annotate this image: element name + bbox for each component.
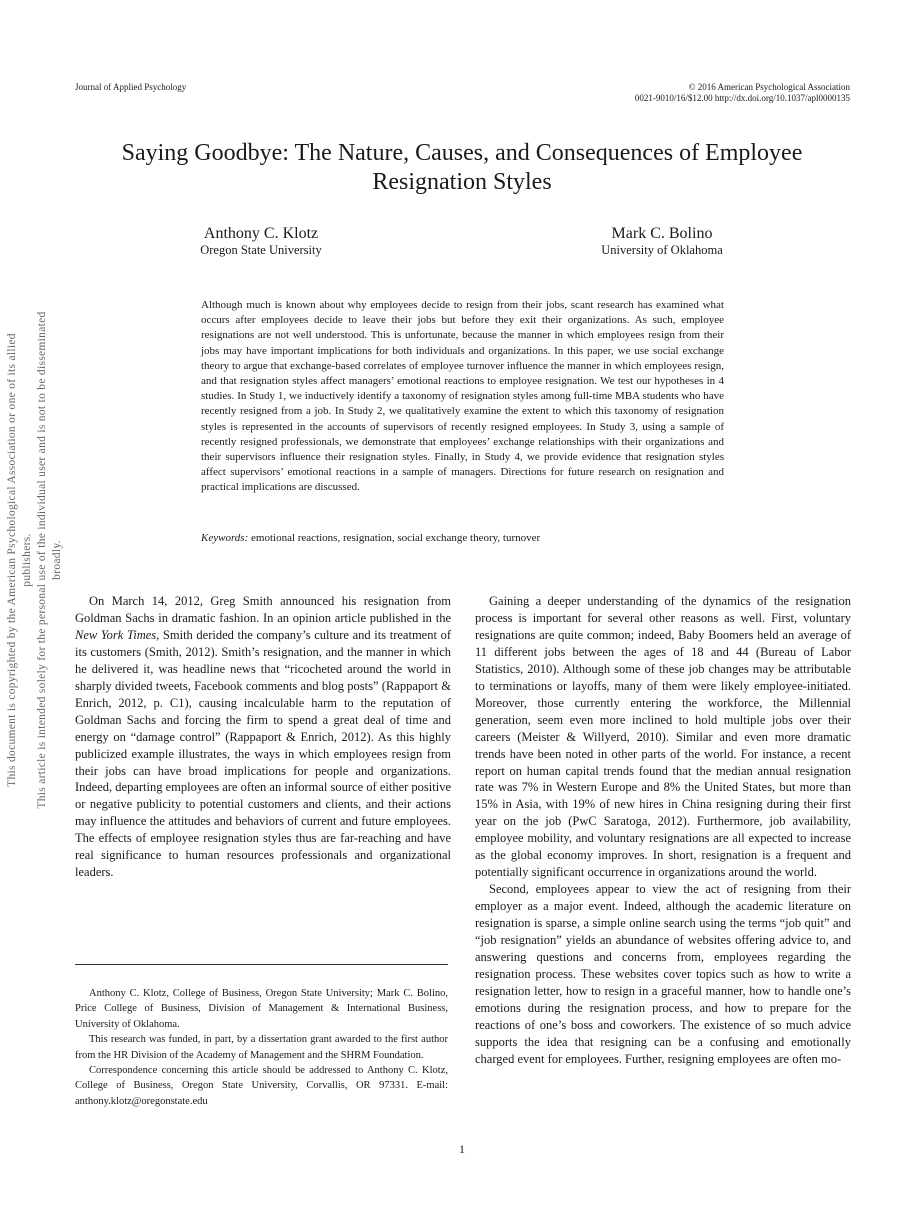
body-paragraph: Second, employees appear to view the act of resigning from their employer as a major event. Indeed, although the academic literature on resignation is sparse, a simple online search using the terms “job quit” and “job resignation” yields an abundance of websites offering advice to, and answering questions and concerns from, employees regarding the resignation process. These websites cover topics such as how to write a resignation letter, how to resign in a graceful manner, how to handle one’s emotions during the resignation process, and how to prepare for the reactions of one’s boss and coworkers. The existence of so much advice supports the idea that resigning can be a confusing and emotionally charged event for employees. Further, resigning employees are often mo- xyxy=(475,882,851,1066)
article-title xyxy=(60,139,864,197)
footnote-divider xyxy=(75,964,448,965)
body-paragraph: Gaining a deeper understanding of the dynamics of the resignation process is important for several other reasons as well. First, voluntary resignations are quite common; indeed, Baby Boomers held an average of 11 different jobs between the ages of 18 and 44 (Bureau of Labor Statistics, 2010). Although some of these job changes may be attributable to terminations or layoffs, many of them were likely employee-initiated. Moreover, those currently entering the workforce, the Millennial generation, seem even more inclined to hold multiple jobs over their careers (Meister & Willyerd, 2010). Similar and even more dramatic trends have been noted in other parts of the world. For instance, a recent report on human capital trends found that the median annual resignation rate was 7% in Western Europe and 8% the United States, but more than 15% in Asia, with 19% of new hires in China resigning during their first year on the job (PwC Saratoga, 2012). Furthermore, job availability, employee mobility, and voluntary resignations are all expected to increase as the global economy improves. In short, resignation is a frequent and potentially significant occurrence in organizations around the world. xyxy=(475,594,851,880)
author-name: Anthony C. Klotz xyxy=(203,225,319,242)
author-block-1 xyxy=(131,224,391,258)
author-affiliation: University of Oklahoma xyxy=(601,243,723,257)
side-notice-line-2: This article is intended solely for the personal use of the individual user and is not to be disseminated broadly. xyxy=(36,311,63,809)
body-column-right xyxy=(475,593,851,1068)
footnote-correspondence: Correspondence concerning this article should be addressed to Anthony C. Klotz, College of Business, Oregon State University, Corvallis, OR 97331. E-mail: anthony.klotz@oregonstate.edu xyxy=(75,1065,448,1107)
author-name: Mark C. Bolino xyxy=(611,225,713,242)
author-affiliation: Oregon State University xyxy=(200,243,322,257)
keywords xyxy=(201,531,724,546)
body-column-left xyxy=(75,593,451,881)
author-footnotes xyxy=(75,986,448,1109)
publication-info xyxy=(635,82,850,104)
keywords-list: emotional reactions, resignation, social exchange theory, turnover xyxy=(251,532,541,544)
footnote-funding: This research was funded, in part, by a dissertation grant awarded to the first author from the HR Division of the Academy of Management and the SHRM Foundation. xyxy=(75,1034,448,1061)
text-run: On March 14, 2012, Greg Smith announced his resignation from Goldman Sachs in dramatic fashion. In an opinion article published in the xyxy=(75,594,451,625)
journal-name: Journal of Applied Psychology xyxy=(75,82,187,92)
side-notice-line-1: This document is copyrighted by the American Psychological Association or one of its allied publishers. xyxy=(6,333,33,787)
footnote-affiliations: Anthony C. Klotz, College of Business, Oregon State University; Mark C. Bolino, Price College of Business, Division of Management & International Business, University of Oklahoma. xyxy=(75,988,448,1030)
title-line-2: Resignation Styles xyxy=(372,169,552,195)
author-block-2 xyxy=(532,224,792,258)
italic-text-run: New York Times xyxy=(75,627,157,642)
text-run: , Smith derided the company’s culture and its treatment of its customers (Smith, 2012). Smith’s resignation, and the manner in which he delivered it, was headline news that “ricocheted around the world in sharply divided tweets, Facebook comments and blog posts” (Rappaport & Enrich, 2012, p. C1), causing incalculable harm to the reputation of Goldman Sachs and forcing the firm to spend a great deal of time and energy on “damage control” (Rappaport & Enrich, 2012). As this highly publicized example illustrates, the ways in which employees resign from their jobs can have broad implications for people and organizations. Indeed, departing employees are often an informal source of either positive or negative publicity to potential customers and clients, and their actions may influence the attitudes and behaviors of current and future employees. The effects of employee resignation styles thus are far-reaching and have real significance to human resources professionals and organizational leaders. xyxy=(75,627,451,880)
keywords-label: Keywords: xyxy=(201,532,249,544)
copyright-line: © 2016 American Psychological Association xyxy=(688,82,850,92)
body-paragraph xyxy=(75,593,451,881)
copyright-side-notice xyxy=(5,310,65,810)
abstract: Although much is known about why employees decide to resign from their jobs, scant research has examined what occurs after employees decide to leave their jobs but before they exit their organizations. As such, employee resignations are not well understood. This is unfortunate, because the manner in which employees resign from their jobs may have important implications for both individuals and organizations. In this paper, we use social exchange theory to argue that exchange-based correlates of employee turnover influence the manner in which employees resign, and that resignation styles affect managers’ emotional reactions to employee resignation. We test our hypotheses in 4 studies. In Study 1, we inductively identify a taxonomy of resignation styles among full-time MBA students who have recently resigned from a job. In Study 2, we qualitatively examine the extent to which this taxonomy of resignation styles is represented in the accounts of supervisors of recently resigned employees. In Study 3, using a sample of recently resigned professionals, we demonstrate that employees’ exchange relationships with their organizations and their supervisors influence their resignation styles. Finally, in Study 4, we provide evidence that resignation styles affect supervisors’ emotional reactions in a sample of managers. Directions for future research on resignation and practical implications are discussed. xyxy=(201,299,724,494)
page-number: 1 xyxy=(459,1142,465,1156)
title-line-1: Saying Goodbye: The Nature, Causes, and Consequences of Employee xyxy=(121,140,803,166)
doi-line: 0021-9010/16/$12.00 http://dx.doi.org/10.1037/apl0000135 xyxy=(634,93,850,103)
